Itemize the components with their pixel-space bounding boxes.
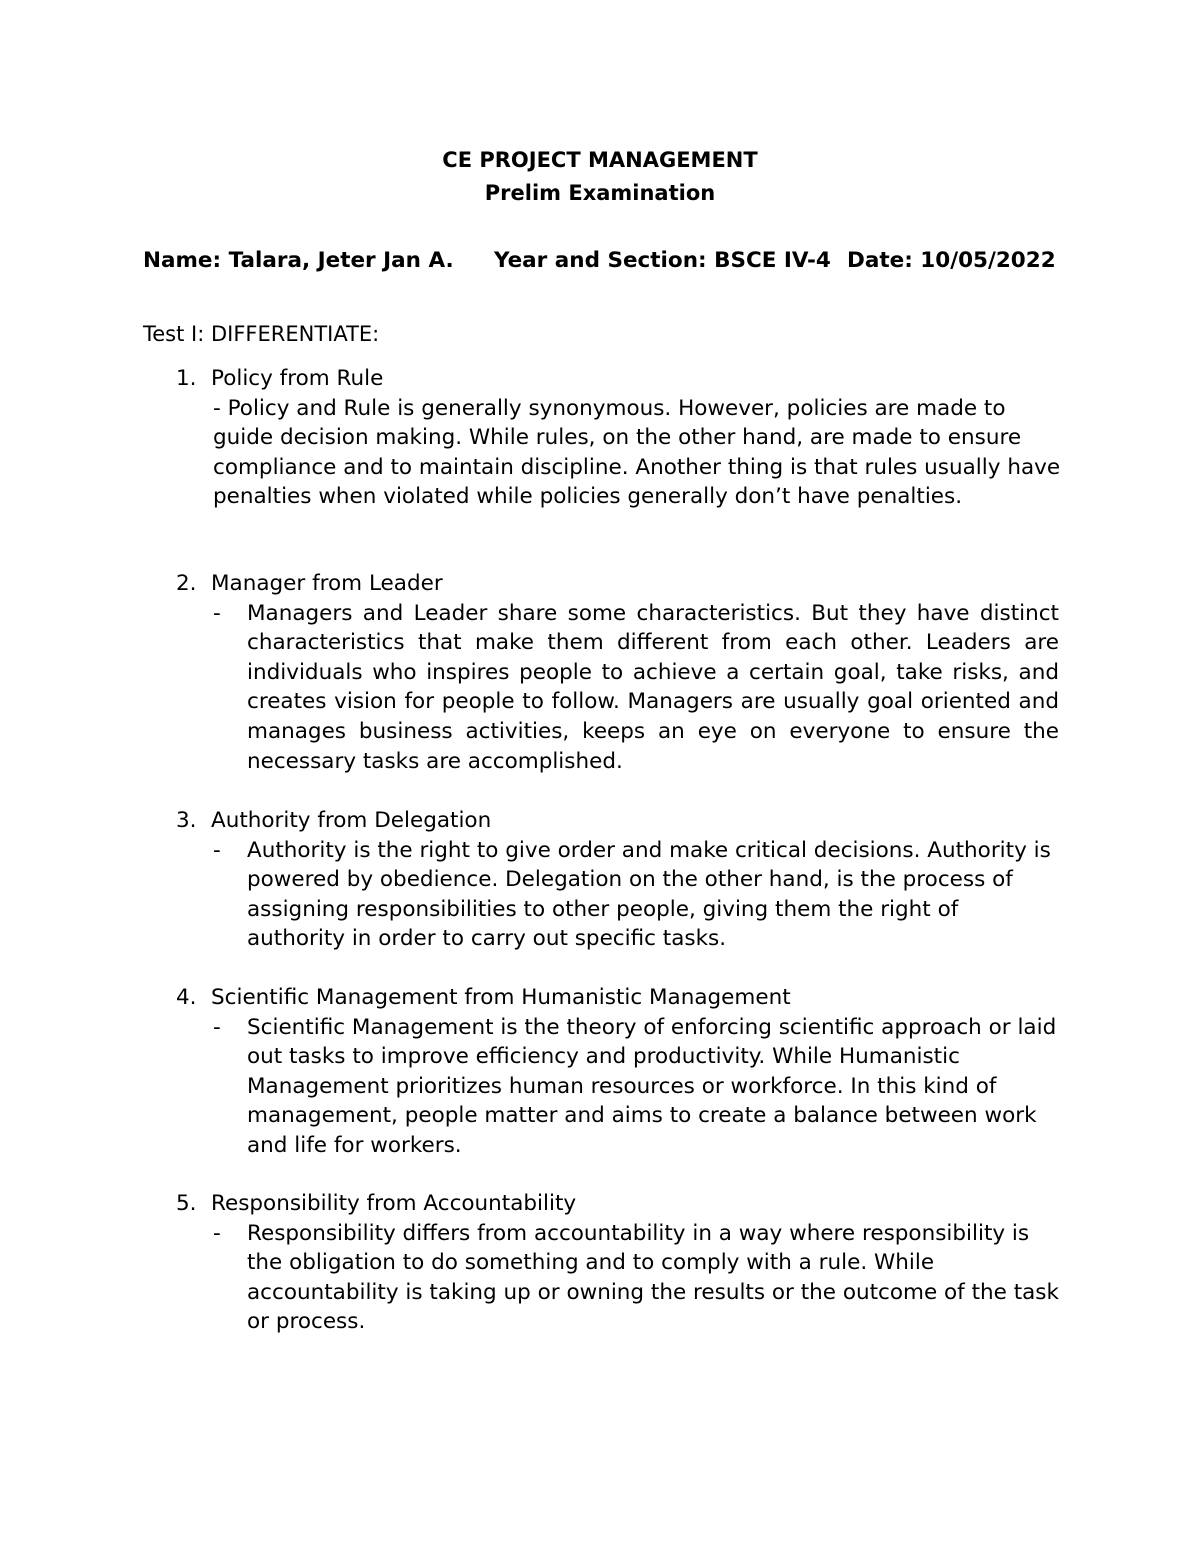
item-dash: - (213, 1220, 221, 1246)
item-heading: Manager from Leader (211, 571, 443, 596)
item-dash: - (213, 1014, 221, 1040)
item-heading: Responsibility from Accountability (211, 1191, 577, 1216)
document-subtitle: Prelim Examination (484, 181, 716, 205)
item-answer: Managers and Leader share some characteristics. But they have distinct characteristics that make them different from each other. Leaders are individuals who inspires people to achieve a certain goal, take risks, and creates vision for people to follow. Managers are usually goal oriented and manages business activities, keeps an eye on everyone to ensure the necessary tasks are accomplished. (247, 600, 1059, 774)
item-dash: - (213, 600, 221, 626)
item-answer: Scientific Management is the theory of enforcing scientific approach or laid out tasks to improve efficiency and productivity. While Humanistic Management prioritizes human resources or workforce. In this kind of management, people matter and aims to create a balance between work and life for workers. (247, 1014, 1057, 1158)
year-and-section: Year and Section: BSCE IV-4 (494, 248, 831, 273)
item-dash: - (213, 837, 221, 863)
item-answer: Responsibility differs from accountability in a way where responsibility is the obligation to do something and to comply with a rule. While accountability is taking up or owning the results or the outcome of the task or process. (247, 1220, 1059, 1335)
item-number: 5. (176, 1191, 197, 1216)
item-answer: - Policy and Rule is generally synonymous. However, policies are made to guide decision making. While rules, on the other hand, are made to ensure compliance and to maintain discipline. Another thing is that rules usually have penalties when violated while policies generally don’t have penalties. (213, 395, 1061, 510)
item-heading: Policy from Rule (211, 366, 384, 391)
test-heading: Test I: DIFFERENTIATE: (143, 322, 380, 346)
item-number: 4. (176, 985, 197, 1010)
item-number: 2. (176, 571, 197, 596)
item-answer: Authority is the right to give order and make critical decisions. Authority is powered by obedience. Delegation on the other hand, is the process of assigning responsibilities to other people, giving them the right of authority in order to carry out specific tasks. (247, 837, 1051, 952)
item-heading: Authority from Delegation (211, 808, 492, 833)
student-name: Name: Talara, Jeter Jan A. (143, 248, 454, 273)
item-number: 3. (176, 808, 197, 833)
item-number: 1. (176, 366, 197, 391)
document-title: CE PROJECT MANAGEMENT (442, 148, 758, 172)
item-heading: Scientific Management from Humanistic Management (211, 985, 791, 1010)
exam-date: Date: 10/05/2022 (847, 248, 1056, 273)
